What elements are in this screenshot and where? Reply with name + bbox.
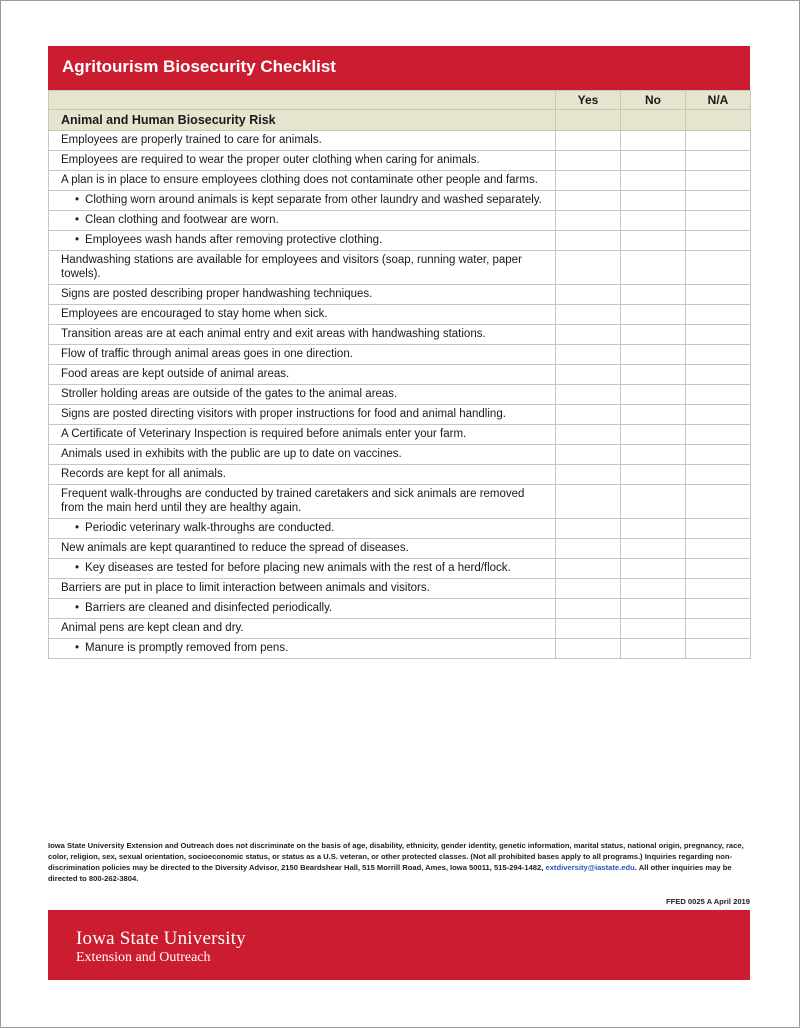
answer-cell-na[interactable] <box>686 251 751 285</box>
answer-cell-no[interactable] <box>621 425 686 445</box>
checklist-row <box>49 465 751 485</box>
answer-cell-no[interactable] <box>621 599 686 619</box>
checklist-row <box>49 445 751 465</box>
section-title: Animal and Human Biosecurity Risk <box>49 110 556 131</box>
answer-cell-yes[interactable] <box>556 191 621 211</box>
answer-cell-na[interactable] <box>686 405 751 425</box>
checklist-row <box>49 345 751 365</box>
checklist-row <box>49 131 751 151</box>
answer-cell-no[interactable] <box>621 539 686 559</box>
checklist-row <box>49 559 751 579</box>
checklist-item-text: Transition areas are at each animal entry and exit areas with handwashing stations. <box>49 325 556 345</box>
checklist-item-text: Animal pens are kept clean and dry. <box>49 619 556 639</box>
section-cell <box>621 110 686 131</box>
checklist-item-text: Signs are posted directing visitors with proper instructions for food and animal handling. <box>49 405 556 425</box>
checklist-row <box>49 425 751 445</box>
answer-cell-yes[interactable] <box>556 485 621 519</box>
answer-cell-yes[interactable] <box>556 599 621 619</box>
answer-cell-na[interactable] <box>686 385 751 405</box>
answer-cell-no[interactable] <box>621 639 686 659</box>
answer-cell-no[interactable] <box>621 619 686 639</box>
checklist-item-text: Barriers are put in place to limit interaction between animals and visitors. <box>49 579 556 599</box>
column-header-yes: Yes <box>556 91 621 110</box>
checklist-row <box>49 171 751 191</box>
answer-cell-yes[interactable] <box>556 445 621 465</box>
answer-cell-yes[interactable] <box>556 251 621 285</box>
answer-cell-na[interactable] <box>686 619 751 639</box>
answer-cell-yes[interactable] <box>556 425 621 445</box>
answer-cell-na[interactable] <box>686 325 751 345</box>
answer-cell-no[interactable] <box>621 385 686 405</box>
answer-cell-no[interactable] <box>621 579 686 599</box>
diversity-email-link[interactable]: extdiversity@iastate.edu <box>545 863 635 872</box>
answer-cell-na[interactable] <box>686 639 751 659</box>
answer-cell-na[interactable] <box>686 425 751 445</box>
disclaimer-text: Iowa State University Extension and Outreach does not discriminate on the basis of age, disability, ethnicity, gender identity, genetic information, marital status, national origin, pregnancy, race, color, religion, sex, sexual orientation, socioeconomic status, or status as a U.S. veteran, or other protected classes. (Not all prohibited bases apply to all programs.) Inquiries regarding non-discrimination policies may be directed to the Diversity Advisor, 2150 Beardshear Hall, 515 Morrill Road, Ames, Iowa 50011, 515-294-1482, <box>48 841 744 872</box>
header-band <box>48 46 750 90</box>
answer-cell-no[interactable] <box>621 251 686 285</box>
column-header-na: N/A <box>686 91 751 110</box>
checklist-row <box>49 385 751 405</box>
answer-cell-no[interactable] <box>621 231 686 251</box>
answer-cell-na[interactable] <box>686 445 751 465</box>
answer-cell-yes[interactable] <box>556 639 621 659</box>
answer-cell-yes[interactable] <box>556 579 621 599</box>
answer-cell-yes[interactable] <box>556 619 621 639</box>
answer-cell-no[interactable] <box>621 211 686 231</box>
university-wordmark: Iowa State University <box>76 928 246 949</box>
checklist-subitem-text: • Employees wash hands after removing protective clothing. <box>49 231 556 251</box>
checklist-row <box>49 151 751 171</box>
answer-cell-no[interactable] <box>621 131 686 151</box>
checklist-subitem-text: • Clean clothing and footwear are worn. <box>49 211 556 231</box>
section-cell <box>686 110 751 131</box>
checklist-row <box>49 251 751 285</box>
checklist-row <box>49 325 751 345</box>
answer-cell-na[interactable] <box>686 485 751 519</box>
answer-cell-no[interactable] <box>621 365 686 385</box>
checklist-row <box>49 211 751 231</box>
checklist-item-text: Food areas are kept outside of animal areas. <box>49 365 556 385</box>
answer-cell-yes[interactable] <box>556 151 621 171</box>
answer-cell-yes[interactable] <box>556 405 621 425</box>
answer-cell-no[interactable] <box>621 405 686 425</box>
answer-cell-no[interactable] <box>621 485 686 519</box>
answer-cell-yes[interactable] <box>556 539 621 559</box>
answer-cell-yes[interactable] <box>556 305 621 325</box>
column-header-row <box>49 91 751 110</box>
answer-cell-na[interactable] <box>686 231 751 251</box>
checklist-row <box>49 285 751 305</box>
checklist-item-text: Stroller holding areas are outside of the gates to the animal areas. <box>49 385 556 405</box>
answer-cell-no[interactable] <box>621 171 686 191</box>
section-row <box>49 110 751 131</box>
answer-cell-na[interactable] <box>686 465 751 485</box>
checklist-subitem-text: • Periodic veterinary walk-throughs are conducted. <box>49 519 556 539</box>
checklist-row <box>49 405 751 425</box>
checklist-item-text: Animals used in exhibits with the public are up to date on vaccines. <box>49 445 556 465</box>
answer-cell-na[interactable] <box>686 211 751 231</box>
answer-cell-yes[interactable] <box>556 465 621 485</box>
answer-cell-na[interactable] <box>686 519 751 539</box>
answer-cell-no[interactable] <box>621 151 686 171</box>
answer-cell-yes[interactable] <box>556 171 621 191</box>
answer-cell-na[interactable] <box>686 151 751 171</box>
checklist-row <box>49 639 751 659</box>
answer-cell-yes[interactable] <box>556 131 621 151</box>
answer-cell-no[interactable] <box>621 285 686 305</box>
checklist-row <box>49 579 751 599</box>
answer-cell-no[interactable] <box>621 519 686 539</box>
answer-cell-no[interactable] <box>621 325 686 345</box>
answer-cell-no[interactable] <box>621 345 686 365</box>
disclaimer-text-end: . All other inquiries may be directed to 800-262-3804. <box>48 863 732 883</box>
answer-cell-na[interactable] <box>686 579 751 599</box>
answer-cell-yes[interactable] <box>556 325 621 345</box>
checklist-row <box>49 485 751 519</box>
checklist-item-text: Employees are required to wear the proper outer clothing when caring for animals. <box>49 151 556 171</box>
checklist-row <box>49 519 751 539</box>
answer-cell-no[interactable] <box>621 445 686 465</box>
answer-cell-no[interactable] <box>621 305 686 325</box>
answer-cell-na[interactable] <box>686 131 751 151</box>
checklist-subitem-text: • Manure is promptly removed from pens. <box>49 639 556 659</box>
document-id: FFED 0025 A April 2019 <box>666 897 750 906</box>
unit-name: Extension and Outreach <box>76 950 211 965</box>
checklist-table <box>48 90 751 659</box>
column-header-no: No <box>621 91 686 110</box>
answer-cell-yes[interactable] <box>556 285 621 305</box>
answer-cell-na[interactable] <box>686 191 751 211</box>
answer-cell-yes[interactable] <box>556 345 621 365</box>
answer-cell-yes[interactable] <box>556 559 621 579</box>
column-header-blank <box>49 91 556 110</box>
checklist-subitem-text: • Clothing worn around animals is kept separate from other laundry and washed separately. <box>49 191 556 211</box>
answer-cell-na[interactable] <box>686 345 751 365</box>
answer-cell-yes[interactable] <box>556 365 621 385</box>
footer-band <box>48 910 750 980</box>
answer-cell-yes[interactable] <box>556 211 621 231</box>
checklist-row <box>49 231 751 251</box>
answer-cell-yes[interactable] <box>556 385 621 405</box>
checklist-item-text: Flow of traffic through animal areas goes in one direction. <box>49 345 556 365</box>
answer-cell-yes[interactable] <box>556 519 621 539</box>
checklist-row <box>49 305 751 325</box>
checklist-item-text: Frequent walk-throughs are conducted by trained caretakers and sick animals are removed from the main herd until they are healthy again. <box>49 485 556 519</box>
checklist-item-text: Employees are encouraged to stay home when sick. <box>49 305 556 325</box>
checklist-item-text: Signs are posted describing proper handwashing techniques. <box>49 285 556 305</box>
checklist-row <box>49 619 751 639</box>
answer-cell-na[interactable] <box>686 365 751 385</box>
answer-cell-na[interactable] <box>686 171 751 191</box>
answer-cell-no[interactable] <box>621 559 686 579</box>
checklist-item-text: Handwashing stations are available for employees and visitors (soap, running water, paper towels). <box>49 251 556 285</box>
checklist-row <box>49 191 751 211</box>
answer-cell-no[interactable] <box>621 191 686 211</box>
answer-cell-na[interactable] <box>686 305 751 325</box>
answer-cell-na[interactable] <box>686 539 751 559</box>
checklist-item-text: Employees are properly trained to care for animals. <box>49 131 556 151</box>
checklist-item-text: A plan is in place to ensure employees clothing does not contaminate other people and farms. <box>49 171 556 191</box>
checklist-row <box>49 539 751 559</box>
answer-cell-no[interactable] <box>621 465 686 485</box>
answer-cell-yes[interactable] <box>556 231 621 251</box>
disclaimer <box>48 840 750 884</box>
answer-cell-na[interactable] <box>686 559 751 579</box>
checklist-subitem-text: • Barriers are cleaned and disinfected periodically. <box>49 599 556 619</box>
checklist-subitem-text: • Key diseases are tested for before placing new animals with the rest of a herd/flock. <box>49 559 556 579</box>
checklist-row <box>49 365 751 385</box>
answer-cell-na[interactable] <box>686 599 751 619</box>
answer-cell-na[interactable] <box>686 285 751 305</box>
checklist-row <box>49 599 751 619</box>
checklist-item-text: A Certificate of Veterinary Inspection is required before animals enter your farm. <box>49 425 556 445</box>
checklist-item-text: Records are kept for all animals. <box>49 465 556 485</box>
checklist-item-text: New animals are kept quarantined to reduce the spread of diseases. <box>49 539 556 559</box>
section-cell <box>556 110 621 131</box>
page-title: Agritourism Biosecurity Checklist <box>62 57 336 76</box>
